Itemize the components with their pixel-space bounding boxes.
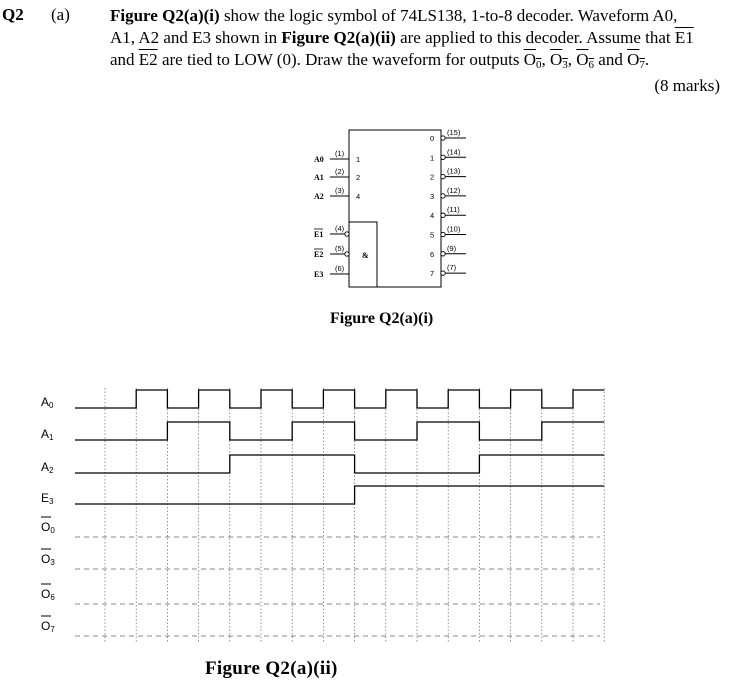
signal-subscript: 3 xyxy=(49,497,54,506)
question-number: Q2 xyxy=(2,5,24,24)
output-pin-number: (15) xyxy=(447,128,461,137)
input-label-a1: A1 xyxy=(314,173,324,182)
inversion-bubble xyxy=(345,232,349,236)
input-weight: 2 xyxy=(356,173,361,182)
inversion-bubble xyxy=(345,252,349,256)
figure-ref-1: Figure Q2(a)(i) xyxy=(110,6,220,25)
output-index: 3 xyxy=(430,191,435,201)
separator: , xyxy=(541,50,550,69)
question-part: (a) xyxy=(51,5,70,24)
input-label-a2: A2 xyxy=(314,192,324,201)
output-bubble xyxy=(441,136,445,140)
signal-label-output-6: O6 xyxy=(41,587,55,602)
output-pin-number: (14) xyxy=(447,147,461,157)
signal-label-a2: A2 xyxy=(41,460,54,475)
timing-diagram xyxy=(41,388,604,642)
signal-label-output-3: O3 xyxy=(41,552,55,567)
output-bubble xyxy=(441,252,445,256)
output-pin-number: (11) xyxy=(447,205,460,215)
enable-label-e1: E1 xyxy=(314,230,324,239)
signal-label-e3: E3 xyxy=(41,491,54,506)
waveform-a0 xyxy=(75,390,604,408)
question-line-1: show the logic symbol of 74LS138, 1-to-8 decoder. Waveform A0, xyxy=(219,6,678,25)
question-line-3a: and xyxy=(110,50,139,69)
signal-subscript: 6 xyxy=(50,593,55,602)
waveform-a2 xyxy=(75,455,604,473)
signal-label-a0: A0 xyxy=(41,395,54,410)
signal-label-a1: A1 xyxy=(41,427,54,442)
marks-label: (8 marks) xyxy=(654,76,720,95)
output-index: 2 xyxy=(430,172,435,182)
output-bubble xyxy=(441,155,445,159)
separator: and xyxy=(594,50,628,69)
waveform-a1 xyxy=(75,422,604,440)
signal-label-output-0: O0 xyxy=(41,520,55,535)
separator: , xyxy=(567,50,577,69)
waveform-e3 xyxy=(75,486,604,504)
signal-subscript: 7 xyxy=(50,625,55,634)
output-index: 5 xyxy=(430,230,435,240)
output-o7: $O_7$ xyxy=(627,50,645,71)
output-index: 4 xyxy=(430,211,435,221)
input-pin-number: (3) xyxy=(335,186,345,195)
output-pin-number: (7) xyxy=(447,263,457,273)
question-line-3b: are tied to LOW (0). Draw the waveform for outputs xyxy=(157,50,524,69)
enable-pin-number: (6) xyxy=(335,264,345,273)
output-o0: $O_0$ xyxy=(523,50,542,71)
enable-pin-number: (5) xyxy=(335,244,345,253)
signal-subscript: 1 xyxy=(49,433,54,442)
signal-label-output-7: O7 xyxy=(41,619,55,634)
output-bubble xyxy=(441,213,445,217)
input-label-a0: A0 xyxy=(314,155,324,164)
figure-caption-1: Figure Q2(a)(i) xyxy=(330,310,434,327)
output-pin-number: (9) xyxy=(447,243,457,253)
output-pin-number: (13) xyxy=(447,166,461,176)
decoder-logic-symbol xyxy=(314,128,466,287)
figure-ref-2: Figure Q2(a)(ii) xyxy=(281,28,396,47)
signal-subscript: 0 xyxy=(49,401,54,410)
signal-subscript: 3 xyxy=(50,558,55,567)
enable-pin-number: (4) xyxy=(335,224,345,233)
question-line-2a: A1, A2 and E3 shown in xyxy=(110,28,282,47)
output-bubble xyxy=(441,174,445,178)
output-index: 0 xyxy=(430,134,435,143)
signal-subscript: 2 xyxy=(49,466,54,475)
e1-overbar: E1 xyxy=(674,28,694,47)
output-bubble xyxy=(441,232,445,236)
figure-caption-2: Figure Q2(a)(ii) xyxy=(205,658,338,679)
input-pin-number: (2) xyxy=(335,167,345,176)
input-weight: 4 xyxy=(356,192,361,201)
output-o3: $O_3$ xyxy=(549,50,568,71)
output-index: 7 xyxy=(430,269,435,279)
e2-overbar: E2 xyxy=(138,50,158,69)
output-pin-number: (12) xyxy=(447,185,461,195)
input-weight: 1 xyxy=(356,155,361,164)
signal-subscript: 0 xyxy=(50,526,55,535)
period: . xyxy=(644,50,650,69)
and-label: & xyxy=(362,251,369,260)
output-bubble xyxy=(441,271,445,275)
output-bubble xyxy=(441,194,445,198)
enable-label-e2: E2 xyxy=(314,250,324,259)
output-o6: $O_6$ xyxy=(576,50,595,71)
output-index: 1 xyxy=(430,153,435,163)
question-line-2b: are applied to this decoder. Assume that xyxy=(395,28,675,47)
enable-label-e3: E3 xyxy=(314,270,324,279)
output-pin-number: (10) xyxy=(447,224,461,234)
decoder-body xyxy=(349,130,441,287)
output-index: 6 xyxy=(430,249,435,259)
input-pin-number: (1) xyxy=(335,149,345,158)
